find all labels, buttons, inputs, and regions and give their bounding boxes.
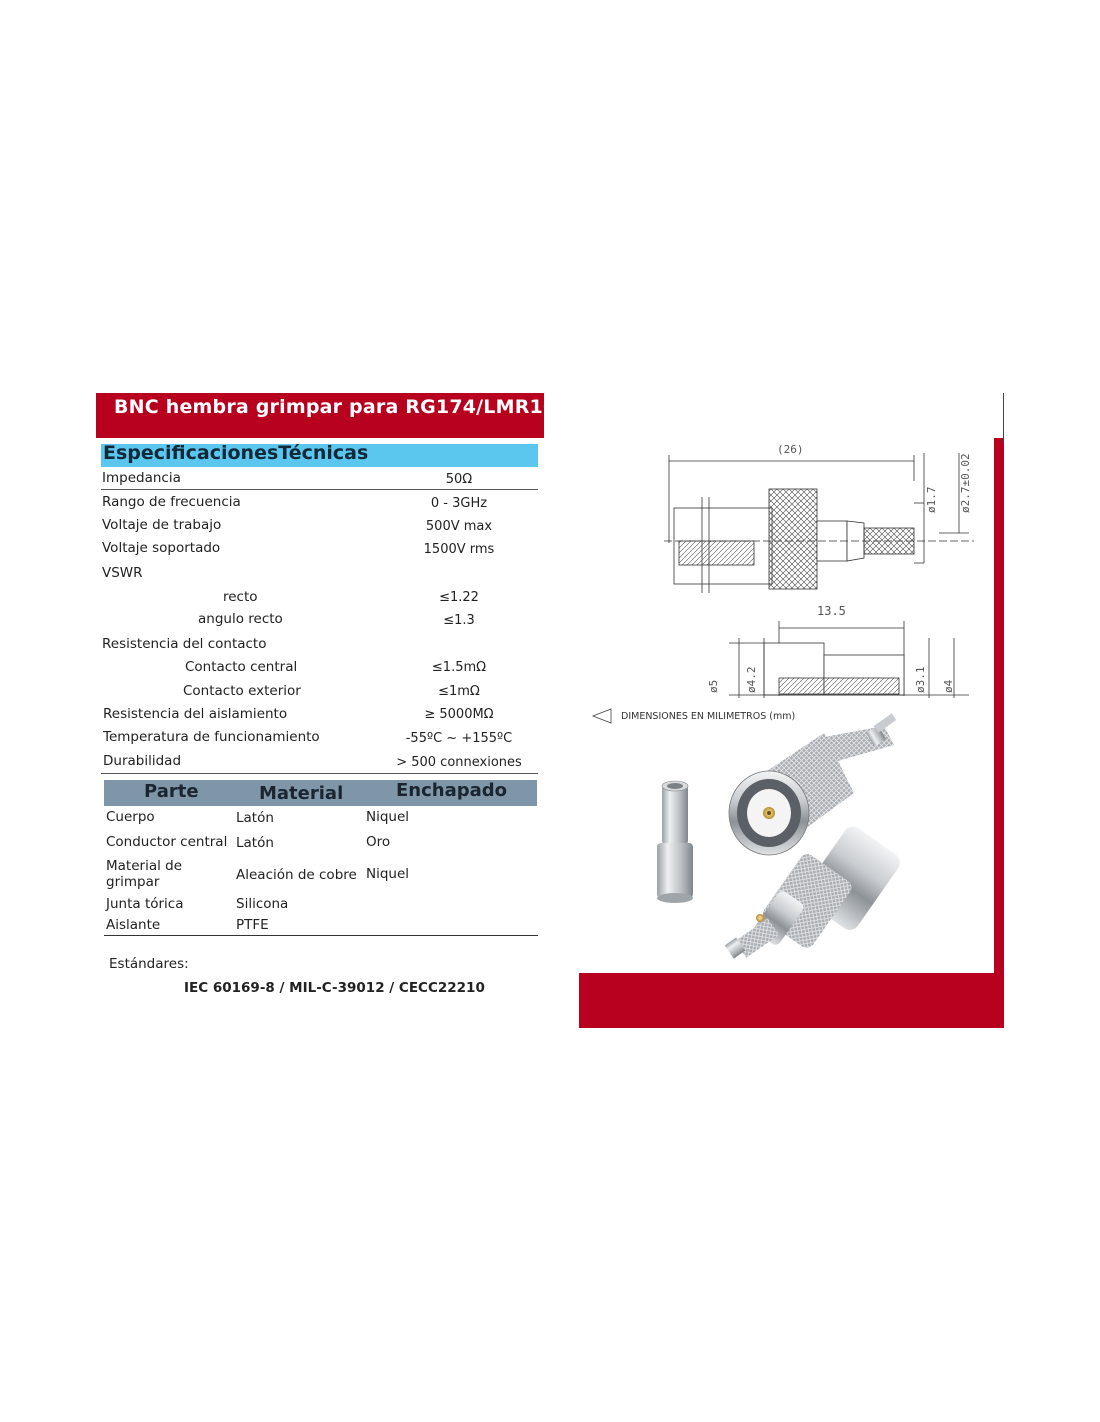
spec-value: 500V max — [425, 519, 493, 534]
material-material: Latón — [236, 835, 274, 851]
spec-value: ≤1mΩ — [438, 684, 480, 699]
spec-value: > 500 connexiones — [396, 755, 522, 770]
materials-header-material: Material — [259, 783, 344, 804]
material-part: Cuerpo — [106, 809, 155, 825]
spec-label: VSWR — [102, 565, 143, 581]
product-title: BNC hembra grimpar para RG174/LMR100 — [114, 396, 570, 418]
material-plating: Niquel — [366, 809, 410, 825]
divider — [101, 489, 538, 490]
spec-label: Resistencia del aislamiento — [103, 706, 288, 722]
material-material: PTFE — [236, 917, 269, 933]
divider — [104, 935, 538, 936]
material-material: Latón — [236, 810, 274, 826]
material-plating: Niquel — [366, 866, 410, 882]
spec-label: Temperatura de funcionamiento — [103, 729, 320, 745]
specs-header: EspecificacionesTécnicas — [103, 442, 369, 464]
spec-label: Contacto exterior — [183, 683, 301, 699]
standards-value: IEC 60169-8 / MIL-C-39012 / CECC22210 — [184, 980, 485, 996]
spec-label: Voltaje de trabajo — [102, 517, 222, 533]
dim-length-total: (26) — [777, 443, 804, 456]
dim-cable-diameter: ø2.7±0.02 — [959, 453, 972, 513]
spec-label: Impedancia — [102, 470, 181, 486]
material-material: Aleación de cobre — [236, 867, 357, 883]
material-part: Junta tórica — [106, 896, 184, 912]
spec-value: 0 - 3GHz — [430, 496, 488, 511]
spec-label: Resistencia del contacto — [102, 636, 267, 652]
materials-header-plating: Enchapado — [396, 780, 508, 801]
projection-symbol-icon — [579, 707, 611, 725]
material-part: Conductor central — [106, 834, 228, 850]
spec-value: 50Ω — [445, 472, 473, 487]
red-frame-bottom — [579, 973, 1004, 1028]
connector-photo-front — [729, 713, 896, 855]
divider — [101, 773, 538, 774]
materials-header-part: Parte — [144, 781, 199, 802]
material-part: Aislante — [106, 917, 161, 933]
dim-ferrule-length: 13.5 — [817, 604, 846, 618]
dim-ferrule-end: ø4 — [942, 679, 955, 693]
dim-pin-diameter: ø1.7 — [925, 486, 938, 513]
frame-line — [1003, 393, 1004, 443]
spec-label: angulo recto — [198, 611, 283, 627]
spec-value: -55ºC ~ +155ºC — [405, 731, 513, 746]
spec-label: Durabilidad — [103, 753, 182, 769]
standards-label: Estándares: — [109, 956, 189, 972]
connector-side-view — [664, 453, 974, 593]
ferrule-drawing — [729, 621, 969, 698]
ferrule-photo — [657, 781, 693, 903]
spec-label: Rango de frecuencia — [102, 494, 241, 510]
dim-ferrule-inner: ø3.1 — [914, 666, 927, 693]
spec-label: Contacto central — [185, 659, 298, 675]
red-frame-right — [994, 438, 1004, 1028]
spec-value: ≥ 5000MΩ — [424, 707, 494, 722]
material-part: Material de grimpar — [106, 858, 183, 890]
material-plating: Oro — [366, 834, 391, 850]
spec-value: 1500V rms — [423, 542, 495, 557]
spec-value: ≤1.22 — [439, 590, 479, 605]
spec-label: Voltaje soportado — [102, 540, 221, 556]
dim-ferrule-mid: ø4.2 — [745, 666, 758, 693]
spec-value: ≤1.5mΩ — [431, 660, 487, 675]
spec-label: recto — [223, 589, 258, 605]
dim-ferrule-outer: ø5 — [707, 679, 720, 693]
units-note: DIMENSIONES EN MILIMETROS (mm) — [621, 711, 796, 722]
spec-value: ≤1.3 — [443, 613, 475, 628]
material-material: Silicona — [236, 896, 289, 912]
